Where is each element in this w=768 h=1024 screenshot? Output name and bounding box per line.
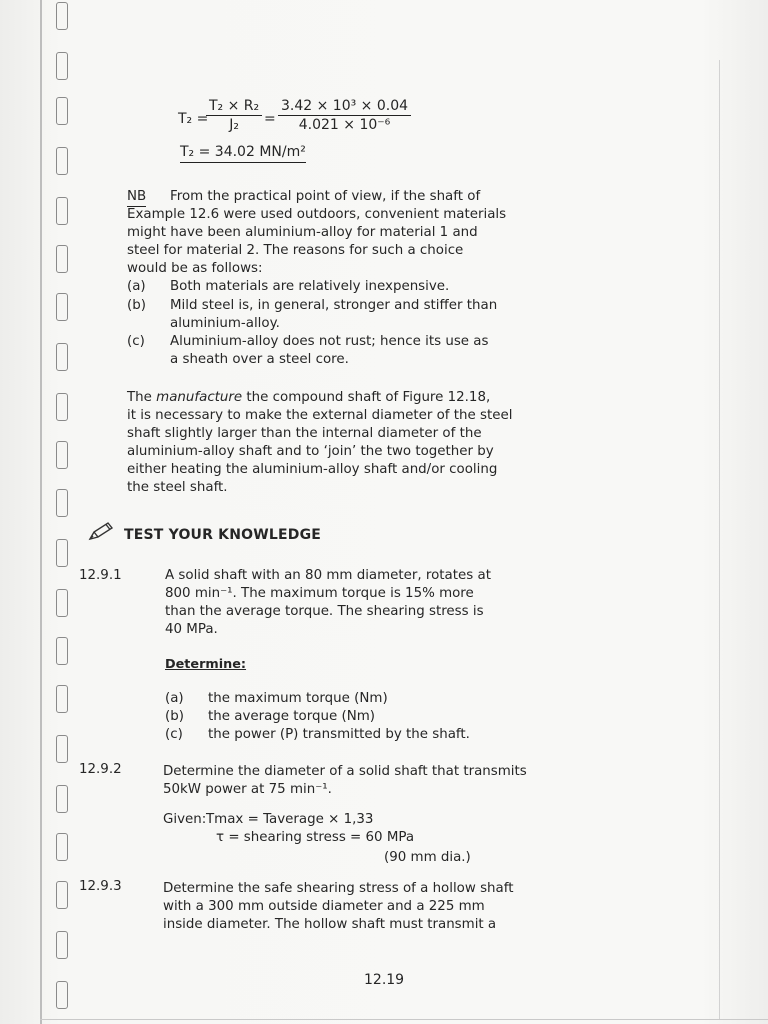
paragraph-line: the steel shaft. (127, 480, 228, 495)
question-line: with a 300 mm outside diameter and a 225 mm (163, 899, 485, 914)
paragraph-line: shaft slightly larger than the internal diameter of the (127, 426, 482, 441)
list-marker: (b) (165, 709, 184, 724)
binder-hole-icon (56, 197, 68, 225)
determine-label: Determine: (165, 657, 247, 672)
binding-margin-line (40, 0, 42, 1024)
nb-line: From the practical point of view, if the shaft of (170, 189, 481, 204)
binder-hole-icon (56, 293, 68, 321)
formula-result: T₂ = 34.02 MN/m² (180, 143, 306, 163)
paragraph-line: aluminium-alloy shaft and to ‘join’ the two together by (127, 444, 494, 459)
formula-denominator-1: J₂ (229, 117, 239, 133)
binder-hole-icon (56, 785, 68, 813)
text-prefix: The (127, 390, 157, 405)
binder-hole-icon (56, 2, 68, 30)
page-number: 12.19 (364, 972, 405, 988)
list-item-text: the maximum torque (Nm) (208, 691, 388, 706)
given-line: Tmax = Taverage × 1,33 (206, 812, 374, 827)
page-edge (719, 60, 720, 1020)
given-line: τ = shearing stress = 60 MPa (216, 830, 415, 845)
question-line: Determine the safe shearing stress of a hollow shaft (163, 881, 514, 896)
binder-hole-icon (56, 637, 68, 665)
formula-numerator-2: 3.42 × 10³ × 0.04 (278, 98, 411, 116)
question-line: inside diameter. The hollow shaft must transmit a (163, 917, 497, 932)
given-label: Given: (163, 812, 207, 827)
formula-fraction-1 (206, 98, 262, 133)
formula-fraction-2 (278, 98, 411, 133)
text-suffix: the compound shaft of Figure 12.18, (242, 390, 491, 405)
formula-lhs: T₂ = (178, 111, 209, 127)
formula-numerator-1: T₂ × R₂ (206, 98, 262, 116)
list-marker: (c) (127, 334, 145, 349)
binder-hole-icon (56, 245, 68, 273)
binder-hole-icon (56, 735, 68, 763)
nb-line: steel for material 2. The reasons for such a choice (127, 243, 464, 258)
question-line: Determine the diameter of a solid shaft that transmits (163, 764, 527, 779)
question-number: 12.9.2 (79, 762, 122, 777)
question-number: 12.9.1 (79, 568, 122, 583)
list-item-text: a sheath over a steel core. (170, 352, 349, 367)
question-number: 12.9.3 (79, 879, 122, 894)
question-line: 40 MPa. (165, 622, 218, 637)
section-heading: TEST YOUR KNOWLEDGE (124, 527, 322, 543)
pencil-icon (86, 520, 116, 542)
paragraph-line (127, 389, 490, 407)
binder-hole-icon (56, 881, 68, 909)
nb-line: would be as follows: (127, 261, 263, 276)
list-marker: (b) (127, 298, 146, 313)
nb-line: Example 12.6 were used outdoors, convenient materials (127, 207, 507, 222)
binder-hole-icon (56, 539, 68, 567)
list-item-text: aluminium-alloy. (170, 316, 280, 331)
paragraph-line: it is necessary to make the external diameter of the steel (127, 408, 513, 423)
emphasis-text: manufacture (156, 390, 243, 405)
binder-hole-icon (56, 147, 68, 175)
binder-hole-icon (56, 343, 68, 371)
binder-hole-icon (56, 441, 68, 469)
binder-hole-icon (56, 833, 68, 861)
list-marker: (a) (127, 279, 146, 294)
binder-hole-icon (56, 97, 68, 125)
list-item-text: the average torque (Nm) (208, 709, 376, 724)
list-item-text: Both materials are relatively inexpensive. (170, 279, 450, 294)
question-line: 800 min⁻¹. The maximum torque is 15% more (165, 586, 474, 601)
answer-text: (90 mm dia.) (384, 850, 471, 865)
binder-hole-icon (56, 931, 68, 959)
paragraph-line: either heating the aluminium-alloy shaft and/or cooling (127, 462, 498, 477)
question-line: A solid shaft with an 80 mm diameter, rotates at (165, 568, 491, 583)
page-bottom-edge (40, 1019, 768, 1020)
binder-hole-icon (56, 981, 68, 1009)
formula-denominator-2: 4.021 × 10⁻⁶ (298, 117, 391, 133)
binder-hole-icon (56, 685, 68, 713)
question-line: 50kW power at 75 min⁻¹. (163, 782, 332, 797)
question-line: than the average torque. The shearing stress is (165, 604, 484, 619)
binder-hole-icon (56, 589, 68, 617)
binder-hole-icon (56, 52, 68, 80)
list-marker: (a) (165, 691, 184, 706)
nb-line: might have been aluminium-alloy for material 1 and (127, 225, 478, 240)
list-marker: (c) (165, 727, 183, 742)
formula-equals: = (264, 111, 276, 127)
list-item-text: Mild steel is, in general, stronger and stiffer than (170, 298, 498, 313)
list-item-text: Aluminium-alloy does not rust; hence its use as (170, 334, 489, 349)
binder-hole-icon (56, 393, 68, 421)
nb-label: NB (127, 188, 146, 207)
binder-hole-icon (56, 489, 68, 517)
list-item-text: the power (P) transmitted by the shaft. (208, 727, 470, 742)
